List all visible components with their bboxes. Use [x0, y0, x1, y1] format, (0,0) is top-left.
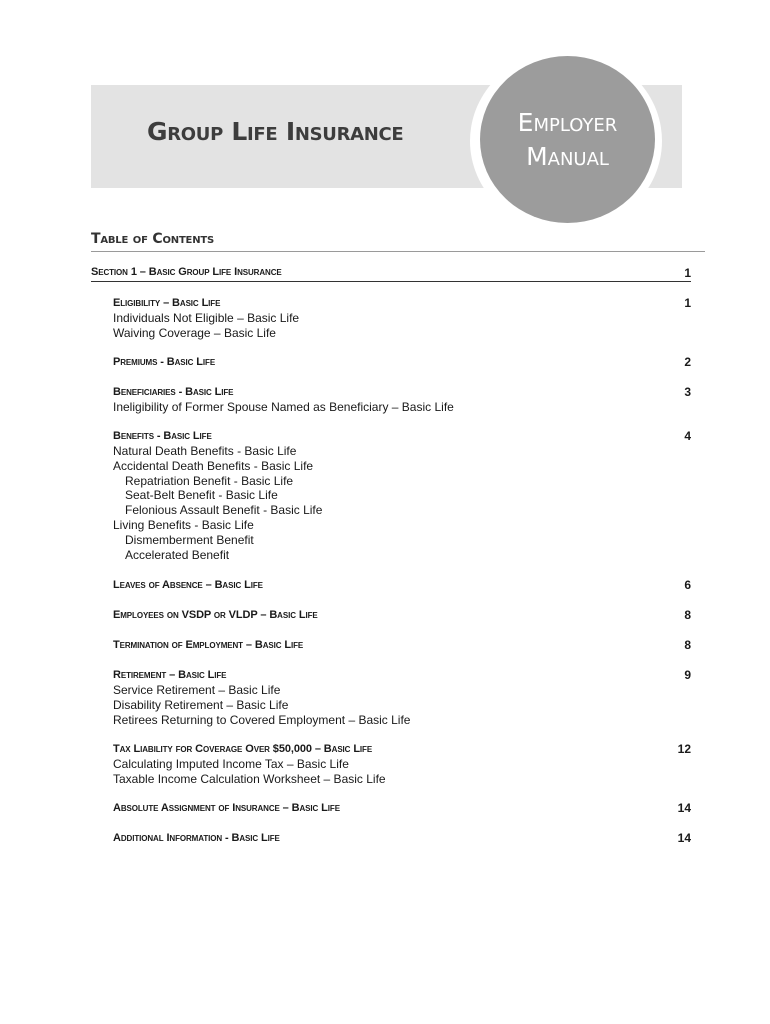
toc-subentry: Natural Death Benefits - Basic Life — [113, 444, 297, 458]
toc-entry-title: Premiums - Basic Life — [113, 356, 216, 368]
toc-entry-page: 9 — [684, 668, 691, 682]
toc-entry-page: 6 — [684, 578, 691, 592]
toc-entry-page: 2 — [684, 355, 691, 369]
toc-entry-page: 3 — [684, 385, 691, 399]
toc-subentry: Taxable Income Calculation Worksheet – Basic Life — [113, 771, 386, 786]
toc-entry-beneficiaries[interactable] — [113, 385, 691, 415]
toc-entry-additional-information[interactable] — [113, 831, 691, 846]
toc-entry-absolute-assignment[interactable] — [113, 801, 691, 816]
toc-entry-title: Additional Information - Basic Life — [113, 832, 280, 844]
toc-entry-benefits[interactable] — [113, 429, 691, 562]
toc-section-page: 1 — [684, 266, 691, 280]
toc-entry-page: 8 — [684, 638, 691, 652]
toc-subentry: Dismemberment Benefit — [125, 532, 254, 547]
toc-entry-termination[interactable] — [113, 638, 691, 653]
toc-entry-page: 14 — [677, 801, 691, 815]
manual-badge-text — [480, 106, 655, 174]
toc-subentry: Waiving Coverage – Basic Life — [113, 325, 276, 340]
badge-line-1: Employer — [517, 108, 618, 137]
toc-entry-page: 4 — [684, 429, 691, 443]
badge-line-2: Manual — [526, 142, 609, 171]
toc-subentry: Seat-Belt Benefit - Basic Life — [125, 488, 278, 503]
toc-entry-title: Absolute Assignment of Insurance – Basic Life — [113, 802, 340, 814]
toc-entry-page: 12 — [677, 742, 691, 756]
toc-subentry: Individuals Not Eligible – Basic Life — [113, 311, 300, 325]
toc-subentry: Disability Retirement – Basic Life — [113, 697, 289, 712]
toc-subentry: Repatriation Benefit - Basic Life — [125, 473, 294, 488]
toc-entry-title: Retirement – Basic Life — [113, 669, 227, 681]
toc-heading: Table of Contents — [91, 231, 214, 247]
toc-entry-title: Benefits - Basic Life — [113, 430, 212, 442]
toc-subentry: Retirees Returning to Covered Employment – Basic Life — [113, 712, 411, 727]
toc-entry-retirement[interactable] — [113, 668, 691, 727]
toc-entry-page: 1 — [684, 296, 691, 310]
toc-entry-page: 8 — [684, 608, 691, 622]
toc-subentry: Calculating Imputed Income Tax – Basic Life — [113, 757, 349, 771]
toc-entry-title: Eligibility – Basic Life — [113, 297, 221, 309]
toc-entry-page: 14 — [677, 831, 691, 845]
toc-subentry: Living Benefits - Basic Life — [113, 517, 254, 532]
toc-entry-title: Beneficiaries - Basic Life — [113, 386, 234, 398]
toc-section-label: Section 1 – Basic Group Life Insurance — [91, 266, 282, 278]
document-title: Group Life Insurance — [147, 117, 404, 146]
toc-entry-vsdp-vldp[interactable] — [113, 608, 691, 623]
toc-entry-title: Termination of Employment – Basic Life — [113, 639, 304, 651]
toc-entry-premiums[interactable] — [113, 355, 691, 370]
toc-entry-title: Tax Liability for Coverage Over $50,000 – Basic Life — [113, 743, 373, 755]
toc-entry-title: Leaves of Absence – Basic Life — [113, 579, 263, 591]
toc-entry-tax-liability[interactable] — [113, 742, 691, 787]
toc-subentry: Felonious Assault Benefit - Basic Life — [125, 503, 323, 518]
toc-divider — [91, 251, 705, 252]
toc-subentry: Accelerated Benefit — [125, 547, 230, 562]
toc-entry-eligibility[interactable] — [113, 296, 691, 341]
toc-subentry: Accidental Death Benefits - Basic Life — [113, 458, 314, 473]
toc-subentry: Ineligibility of Former Spouse Named as Beneficiary – Basic Life — [113, 400, 454, 414]
toc-entry-title: Employees on VSDP or VLDP – Basic Life — [113, 609, 318, 621]
toc-entry-leaves-of-absence[interactable] — [113, 578, 691, 593]
toc-section-row[interactable] — [91, 265, 691, 282]
toc-subentry: Service Retirement – Basic Life — [113, 683, 281, 697]
